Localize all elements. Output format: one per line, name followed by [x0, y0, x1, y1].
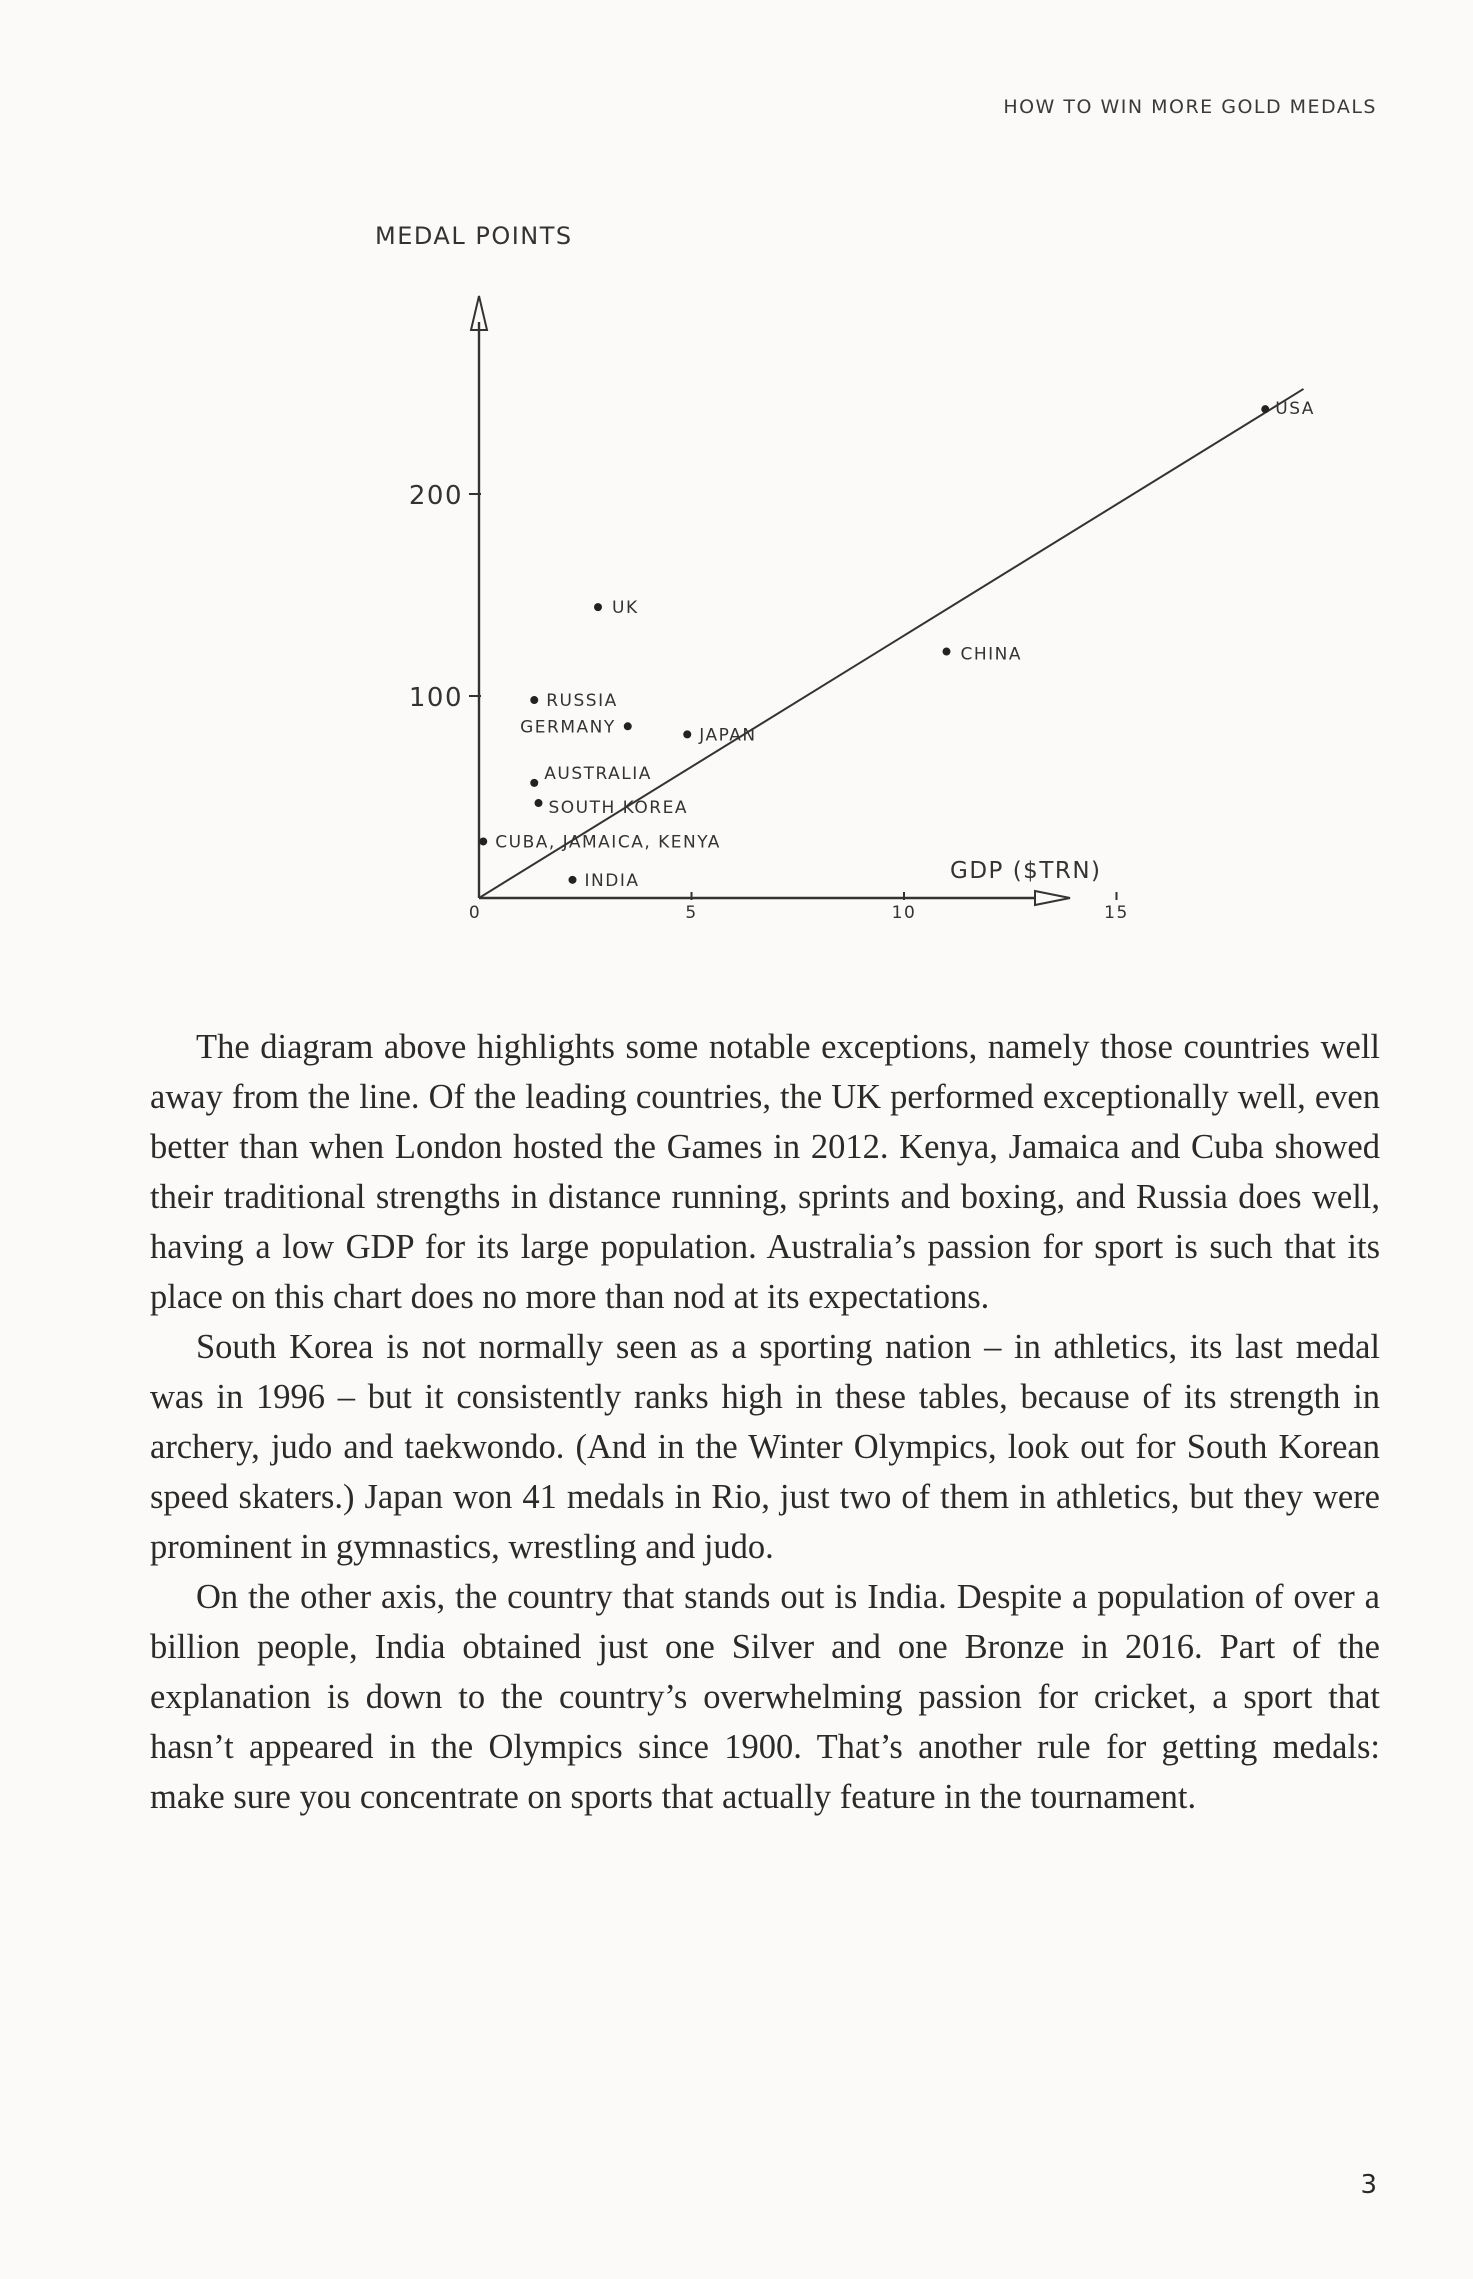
- data-point: [535, 799, 543, 807]
- data-point-label: RUSSIA: [546, 691, 618, 712]
- running-header: HOW TO WIN MORE GOLD MEDALS: [1003, 96, 1377, 118]
- page-number: 3: [1360, 2170, 1377, 2200]
- data-point: [943, 648, 951, 656]
- paragraph: South Korea is not normally seen as a sporting nation – in athletics, its last medal was in 1996 – but it consistently ranks high in these tables, because of its strength in archery, judo and taekwondo. (And in the Winter Olympics, look out for South Korean speed skaters.) Japan won 41 medals in Rio, just two of them in athletics, but they were prominent in gymnastics, wrestling and judo.: [150, 1328, 1380, 1566]
- scatter-chart: [0, 0, 1473, 1000]
- x-axis-arrowhead: [1035, 891, 1070, 905]
- data-point: [530, 696, 538, 704]
- data-point: [569, 876, 577, 884]
- x-tick-label: 10: [891, 903, 917, 923]
- x-tick-label: 0: [468, 903, 482, 923]
- y-tick-label: 200: [408, 481, 463, 511]
- trend-line: [479, 389, 1304, 898]
- x-tick-label: 15: [1104, 903, 1129, 923]
- data-point: [594, 603, 602, 611]
- data-point: [479, 837, 487, 845]
- data-point-label: INDIA: [584, 870, 640, 891]
- axis-ticks: [409, 481, 1129, 923]
- y-tick-label: 100: [408, 683, 463, 713]
- data-point: [683, 730, 691, 738]
- data-point-label: SOUTH KOREA: [548, 798, 688, 819]
- data-point-label: CUBA, JAMAICA, KENYA: [495, 832, 721, 853]
- x-axis-label: GDP ($TRN): [950, 858, 1102, 884]
- x-tick-label: 5: [685, 903, 698, 923]
- data-point-label: CHINA: [960, 644, 1023, 665]
- paragraph: On the other axis, the country that stands out is India. Despite a population of over a billion people, India obtained just one Silver and one Bronze in 2016. Part of the explanation is down to the country’s overwhelming passion for cricket, a sport that hasn’t appeared in the Olympics since 1900. That’s another rule for getting medals: make sure you concentrate on sports that actually feature in the tournament.: [150, 1578, 1380, 1816]
- data-point-label: GERMANY: [520, 717, 616, 738]
- data-point: [530, 779, 538, 787]
- data-point-label: USA: [1275, 399, 1315, 420]
- paragraph: The diagram above highlights some notable exceptions, namely those countries well away from the line. Of the leading countries, the UK performed exceptionally well, even better than when London hosted the Games in 2012. Kenya, Jamaica and Cuba showed their traditional strengths in distance running, sprints and boxing, and Russia does well, having a low GDP for its large population. Australia’s passion for sport is such that its place on this chart does no more than nod at its expectations.: [150, 1028, 1380, 1316]
- y-axis-label: MEDAL POINTS: [375, 222, 573, 250]
- data-point: [624, 722, 632, 730]
- data-point-label: JAPAN: [699, 725, 757, 746]
- body-text: [150, 1022, 1380, 1822]
- data-point-label: AUSTRALIA: [544, 763, 652, 784]
- data-point: [1261, 405, 1269, 413]
- data-point-label: UK: [612, 598, 639, 619]
- data-points: [479, 399, 1315, 891]
